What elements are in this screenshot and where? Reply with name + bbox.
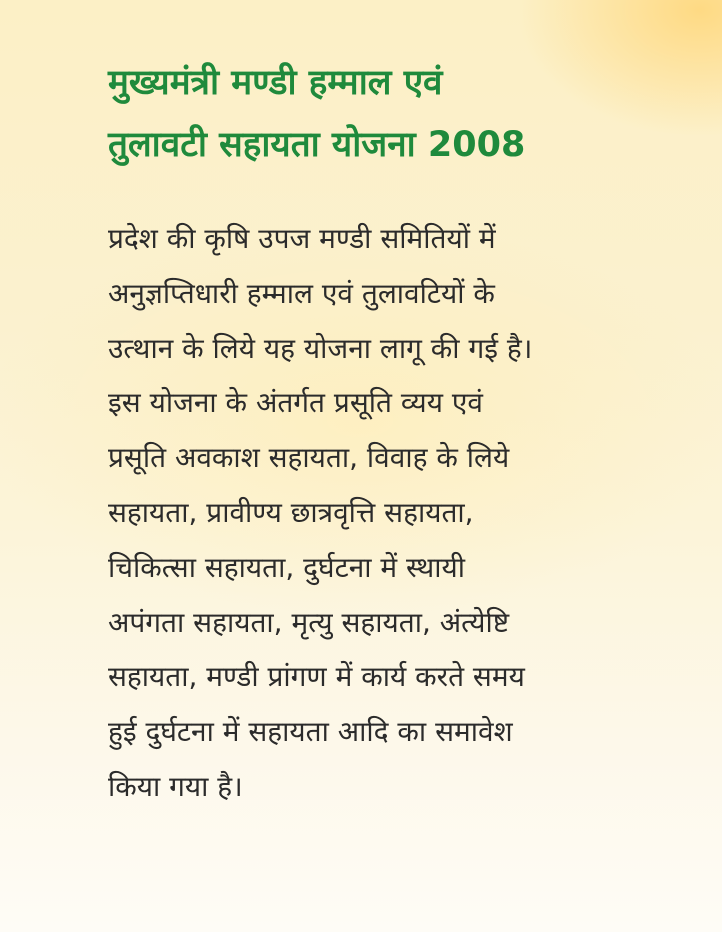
description-line: सहायता, मण्डी प्रांगण में कार्य करते समय bbox=[108, 660, 525, 694]
description-line: अनुज्ञप्तिधारी हम्माल एवं तुलावटियों के bbox=[108, 276, 495, 310]
scheme-description bbox=[108, 212, 698, 815]
description-line: अपंगता सहायता, मृत्यु सहायता, अंत्येष्टि bbox=[108, 605, 510, 639]
description-line: सहायता, प्रावीण्य छात्रवृत्ति सहायता, bbox=[108, 495, 474, 529]
description-line: किया गया है। bbox=[108, 769, 243, 803]
scheme-title-line: तुलावटी सहायता योजना 2008 bbox=[108, 125, 526, 165]
description-line: प्रसूति अवकाश सहायता, विवाह के लिये bbox=[108, 441, 510, 475]
description-line: हुई दुर्घटना में सहायता आदि का समावेश bbox=[108, 715, 513, 749]
description-line: उत्थान के लिये यह योजना लागू की गई है। bbox=[108, 331, 533, 365]
description-line: चिकित्सा सहायता, दुर्घटना में स्थायी bbox=[108, 550, 466, 584]
description-line: प्रदेश की कृषि उपज मण्डी समितियों में bbox=[108, 222, 496, 255]
scheme-title-line: मुख्यमंत्री मण्डी हम्माल एवं bbox=[108, 63, 443, 103]
description-line: इस योजना के अंतर्गत प्रसूति व्यय एवं bbox=[108, 386, 483, 420]
scheme-title bbox=[108, 52, 688, 176]
